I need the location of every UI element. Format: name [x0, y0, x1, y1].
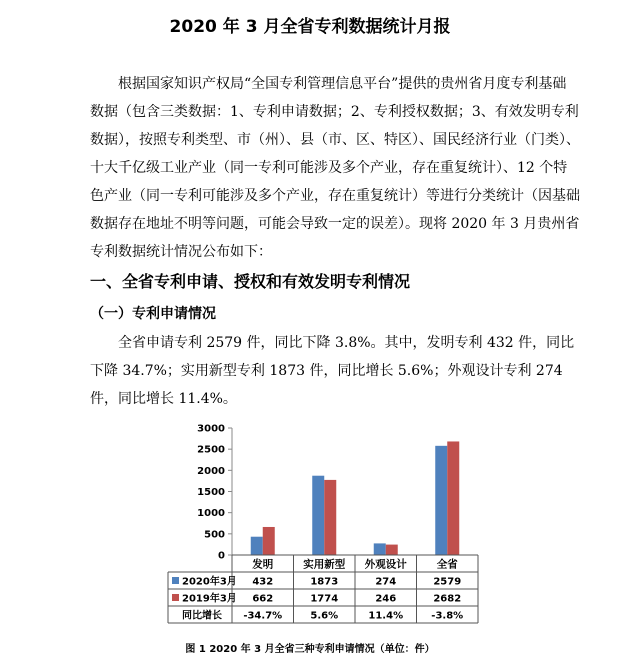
subsection-heading: （一）专利申请情况	[90, 306, 216, 322]
page-title: 2020 年 3 月全省专利数据统计月报	[169, 17, 451, 37]
chart-svg	[160, 420, 480, 630]
patent-application-chart	[160, 420, 480, 630]
growth-value: -34.7%	[243, 610, 283, 622]
bar	[312, 476, 324, 555]
data-value: 2682	[433, 593, 462, 605]
legend-swatch	[172, 577, 179, 584]
bar	[447, 441, 459, 555]
summary-paragraph: 全省申请专利 2579 件，同比下降 3.8%。其中，发明专利 432 件，同比下降 34.7%；实用新型专利 1873 件，同比增长 5.6%；外观设计专利 274 件，同比增长 11.4%。	[90, 335, 575, 407]
data-value: 432	[252, 576, 274, 588]
legend-label: 2019年3月	[182, 593, 237, 605]
data-value: 1774	[310, 593, 339, 605]
legend-label: 2020年3月	[182, 576, 237, 588]
bar	[435, 446, 447, 555]
data-value: 246	[375, 593, 397, 605]
bar	[263, 527, 275, 555]
bar	[324, 480, 336, 555]
bar	[251, 537, 263, 555]
category-label: 发明	[252, 558, 274, 571]
figure-caption: 图 1 2020 年 3 月全省三种专利申请情况（单位：件）	[185, 644, 435, 655]
data-value: 274	[375, 576, 397, 588]
growth-value: 11.4%	[368, 610, 404, 622]
category-label: 实用新型	[303, 558, 346, 571]
y-tick-label: 1000	[197, 508, 225, 520]
growth-value: 5.6%	[310, 610, 339, 622]
y-tick-label: 0	[218, 550, 225, 562]
legend-swatch	[172, 594, 179, 601]
data-value: 2579	[433, 576, 462, 588]
growth-row-label: 同比增长	[182, 610, 222, 622]
y-tick-label: 500	[204, 529, 225, 541]
data-value: 1873	[310, 576, 339, 588]
bar	[374, 543, 386, 555]
bar	[386, 545, 398, 555]
category-label: 外观设计	[364, 558, 407, 571]
data-value: 662	[252, 593, 274, 605]
intro-paragraph: 根据国家知识产权局“全国专利管理信息平台”提供的贵州省月度专利基础数据（包含三类数据：1、专利申请数据；2、专利授权数据；3、有效发明专利数据），按照专利类型、市（州）、县（市、区、特区）、国民经济行业（门类）、十大千亿级工业产业（同一专利可能涉及多个产业，存在重复统计）、12 个特色产业（同一专利可能涉及多个产业，存在重复统计）等进行分类统计（因基础数据存在地址不明等问题，可能会导致一定的误差）。现将 2020 年 3 月贵州省专利数据统计情况公布如下：	[90, 76, 580, 260]
y-tick-label: 2500	[197, 444, 225, 456]
section-heading: 一、全省专利申请、授权和有效发明专利情况	[90, 272, 411, 291]
growth-value: -3.8%	[431, 610, 464, 622]
y-tick-label: 3000	[197, 423, 225, 435]
y-tick-label: 1500	[197, 487, 225, 498]
category-label: 全省	[436, 558, 458, 571]
y-tick-label: 2000	[197, 465, 225, 477]
